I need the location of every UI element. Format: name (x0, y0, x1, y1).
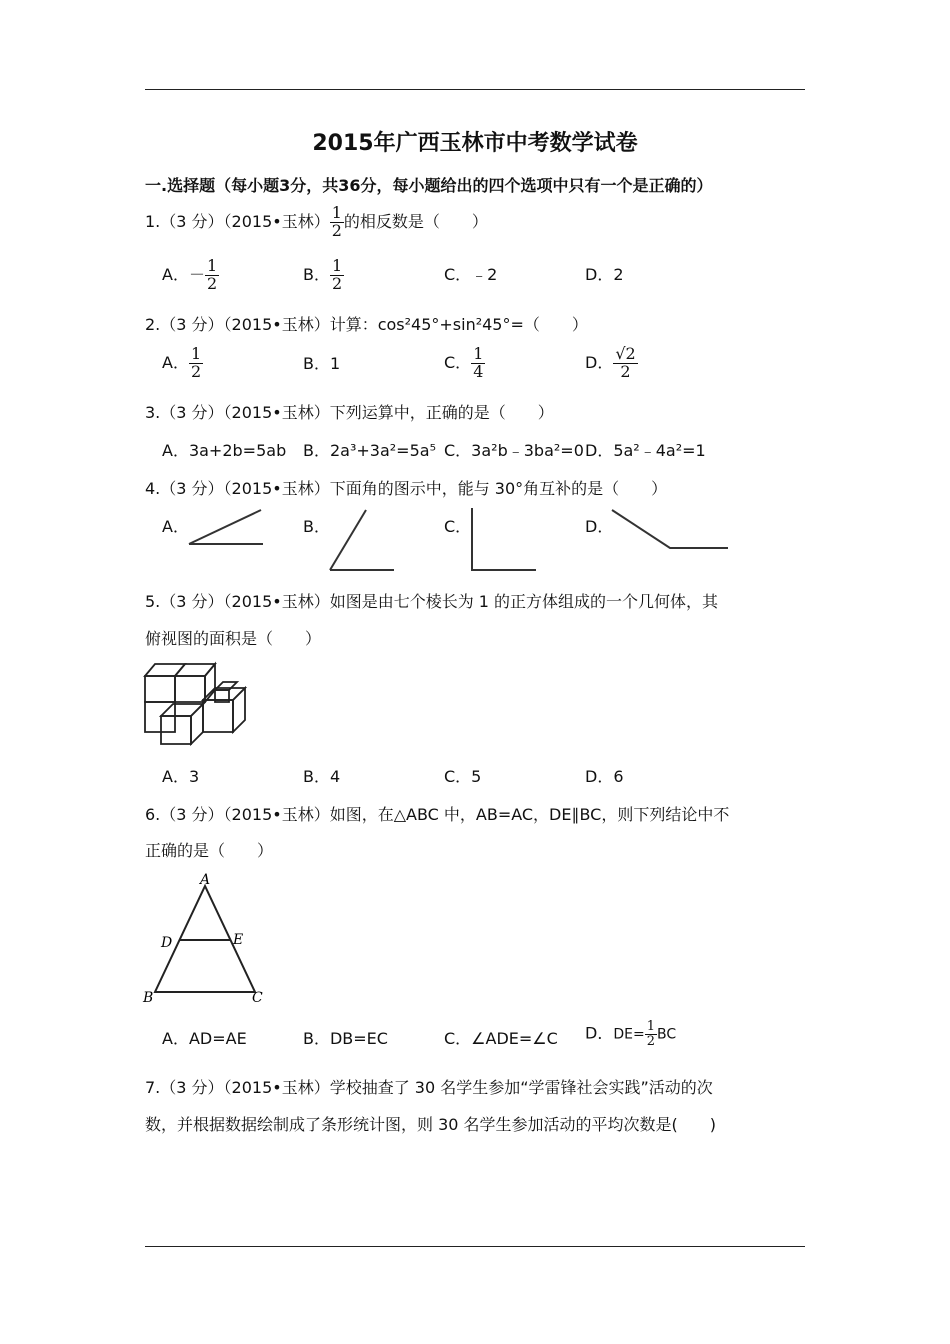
q1-option-c[interactable]: C．﹣2 (444, 265, 498, 284)
q4-angle-b-figure (328, 508, 398, 574)
q2-option-d[interactable]: D． $\frac{√2}{2}$ (585, 344, 636, 381)
q6-label-a: A (200, 872, 211, 888)
q1-fraction: $\frac{1}{2}$ (331, 203, 342, 240)
q2-option-c[interactable]: C． $\frac{1}{4}$ (444, 344, 484, 381)
q1-option-a[interactable]: A．－ $\frac{1}{2}$ (162, 256, 218, 293)
q4-angle-d-figure (612, 508, 730, 552)
q6-triangle-figure (140, 872, 270, 1012)
q5-stem-line2: 俯视图的面积是（ ） (145, 629, 322, 648)
top-rule (145, 89, 805, 90)
q3-option-c[interactable]: C．3a²b﹣3ba²=0 (444, 441, 584, 460)
q5-option-c[interactable]: C．5 (444, 767, 482, 786)
q7-stem-line2: 数，并根据数据绘制成了条形统计图，则 30 名学生参加活动的平均次数是( ) (145, 1115, 717, 1134)
q6-option-a[interactable]: A．AD=AE (162, 1029, 247, 1048)
bottom-rule (145, 1246, 805, 1247)
q5-cube-figure (143, 660, 253, 748)
q4-option-a[interactable]: A． (162, 517, 189, 536)
q1-option-d[interactable]: D．2 (585, 265, 624, 284)
q2-option-b[interactable]: B．1 (303, 354, 341, 373)
q3-option-a[interactable]: A．3a+2b=5ab (162, 441, 287, 460)
q4-option-d[interactable]: D． (585, 517, 614, 536)
q4-option-b[interactable]: B． (303, 517, 330, 536)
q4-angle-c-figure (470, 508, 540, 574)
page-title: 2015年广西玉林市中考数学试卷 (312, 131, 638, 156)
q6-label-d: D (161, 935, 173, 951)
q5-stem-line1: 5.（3 分）（2015•玉林）如图是由七个棱长为 1 的正方体组成的一个几何体，其 (145, 592, 719, 611)
q3-option-d[interactable]: D．5a²﹣4a²=1 (585, 441, 706, 460)
q6-label-b: B (143, 990, 154, 1006)
q7-stem-line1: 7.（3 分）（2015•玉林）学校抽查了 30 名学生参加“学雷锋社会实践”活动的次 (145, 1078, 713, 1097)
q6-option-b[interactable]: B．DB=EC (303, 1029, 388, 1048)
q3-stem: 3.（3 分）（2015•玉林）下列运算中，正确的是（ ） (145, 403, 554, 422)
q5-option-d[interactable]: D．6 (585, 767, 624, 786)
q6-label-c: C (252, 990, 263, 1006)
q1-option-b[interactable]: B． $\frac{1}{2}$ (303, 256, 343, 293)
section-heading: 一.选择题（每小题3分，共36分，每小题给出的四个选项中只有一个是正确的） (145, 176, 713, 195)
q3-option-b[interactable]: B．2a³+3a²=5a⁵ (303, 441, 436, 460)
q2-stem: 2.（3 分）（2015•玉林）计算：cos²45°+sin²45°=（ ） (145, 315, 588, 334)
q2-option-a[interactable]: A． $\frac{1}{2}$ (162, 344, 202, 381)
q5-option-b[interactable]: B．4 (303, 767, 341, 786)
q4-option-c[interactable]: C． (444, 517, 472, 536)
q4-angle-a-figure (185, 510, 265, 550)
q6-stem-line2: 正确的是（ ） (145, 841, 274, 860)
q6-option-c[interactable]: C．∠ADE=∠C (444, 1029, 558, 1048)
q6-label-e: E (233, 932, 244, 948)
q5-option-a[interactable]: A．3 (162, 767, 200, 786)
q6-stem-line1: 6.（3 分）（2015•玉林）如图，在△ABC 中，AB=AC，DE∥BC，则下列结论中不 (145, 805, 730, 824)
q4-stem: 4.（3 分）（2015•玉林）下面角的图示中，能与 30°角互补的是（ ） (145, 479, 668, 498)
q6-option-d[interactable]: D．DE= $\frac{1}{2}$ BC (585, 1019, 677, 1049)
q1-stem: 1.（3 分）（2015•玉林） $\frac{1}{2}$ 的相反数是（ ） (145, 203, 488, 240)
